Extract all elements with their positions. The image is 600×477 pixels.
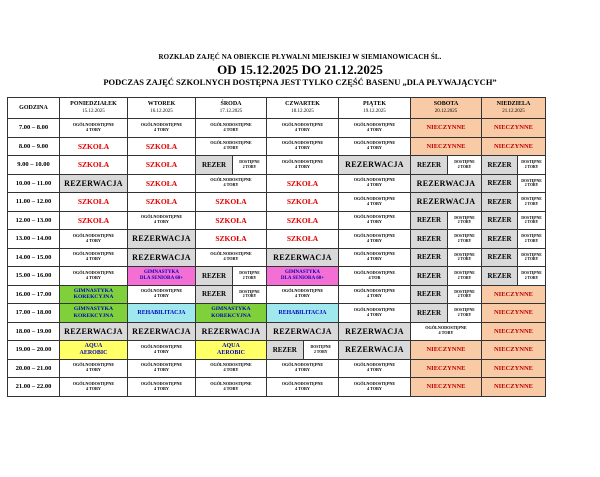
cell-rezer: REZER: [411, 304, 448, 323]
cell-rezer: REZER: [482, 193, 518, 212]
cell-szkola: SZKOŁA: [60, 211, 128, 230]
cell-ogolnodostepne: OGÓLNODOSTĘPNE 4 TORY: [267, 285, 339, 304]
cell-ogolnodostepne: OGÓLNODOSTĘPNE 4 TORY: [339, 304, 411, 323]
cell-nieczynne: NIECZYNNE: [482, 304, 546, 323]
table-row: [8, 267, 546, 286]
cell-nieczynne: NIECZYNNE: [482, 359, 546, 378]
cell-rezerwacja: REZERWACJA: [267, 322, 339, 341]
cell-ogolnodostepne: OGÓLNODOSTĘPNE 4 TORY: [339, 119, 411, 138]
header-day: SOBOTA 20.12.2025: [411, 98, 482, 119]
cell-rezer: REZER: [196, 285, 233, 304]
cell-ogolnodostepne: OGÓLNODOSTĘPNE 4 TORY: [128, 119, 196, 138]
cell-szkola: SZKOŁA: [196, 211, 267, 230]
cell-rezer: REZER: [482, 211, 518, 230]
cell-ogolnodostepne: OGÓLNODOSTĘPNE 4 TORY: [411, 322, 482, 341]
cell-rezer: REZER: [411, 211, 448, 230]
table-row: [8, 156, 546, 175]
header-day: PONIEDZIAŁEK 15.12.2025: [60, 98, 128, 119]
cell-rezerwacja: REZERWACJA: [411, 193, 482, 212]
time-cell: 19.00 – 20.00: [8, 341, 60, 360]
cell-rezerwacja: REZERWACJA: [411, 174, 482, 193]
cell-rezer-dostepne: REZER DOSTĘPNE 2 TORY: [267, 341, 339, 360]
cell-ogolnodostepne: OGÓLNODOSTĘPNE 4 TORY: [196, 137, 267, 156]
time-cell: 8.00 – 9.00: [8, 137, 60, 156]
cell-rezerwacja: REZERWACJA: [339, 341, 411, 360]
header-day: WTOREK 16.12.2025: [128, 98, 196, 119]
cell-dostepne: DOSTĘPNE 2 TORY: [518, 174, 546, 193]
cell-ogolnodostepne: OGÓLNODOSTĘPNE 4 TORY: [60, 248, 128, 267]
time-cell: 16.00 – 17.00: [8, 285, 60, 304]
cell-dostepne: DOSTĘPNE 2 TORY: [518, 267, 546, 286]
time-cell: 14.00 – 15.00: [8, 248, 60, 267]
cell-rezerwacja: REZERWACJA: [339, 156, 411, 175]
cell-dostepne: DOSTĘPNE 2 TORY: [233, 285, 267, 304]
cell-dostepne: DOSTĘPNE 2 TORY: [448, 304, 482, 323]
cell-szkola: SZKOŁA: [267, 211, 339, 230]
cell-dostepne: DOSTĘPNE 2 TORY: [233, 267, 267, 286]
cell-rezer: REZER: [196, 156, 233, 175]
cell-nieczynne: NIECZYNNE: [482, 322, 546, 341]
cell-dostepne: DOSTĘPNE 2 TORY: [233, 156, 267, 175]
cell-nieczynne: NIECZYNNE: [482, 137, 546, 156]
cell-ogolnodostepne: OGÓLNODOSTĘPNE 4 TORY: [196, 359, 267, 378]
cell-gimnastyka-korekcyjna: GIMNASTYKA KOREKCYJNA: [196, 304, 267, 323]
cell-rezerwacja: REZERWACJA: [128, 322, 196, 341]
table-row: [8, 359, 546, 378]
cell-szkola: SZKOŁA: [267, 230, 339, 249]
cell-szkola: SZKOŁA: [196, 230, 267, 249]
cell-nieczynne: NIECZYNNE: [411, 119, 482, 138]
cell-gimnastyka-senior: GIMNASTYKA DLA SENIORA 60+: [128, 267, 196, 286]
time-cell: 13.00 – 14.00: [8, 230, 60, 249]
cell-rezer: REZER: [411, 156, 448, 175]
cell-rehabilitacja: REHABILITACJA: [128, 304, 196, 323]
table-row: [8, 248, 546, 267]
cell-szkola: SZKOŁA: [128, 137, 196, 156]
cell-ogolnodostepne: OGÓLNODOSTĘPNE 4 TORY: [267, 156, 339, 175]
cell-dostepne: DOSTĘPNE 2 TORY: [518, 156, 546, 175]
time-cell: 18.00 – 19.00: [8, 322, 60, 341]
table-row: [8, 119, 546, 138]
schedule-table: [7, 97, 546, 397]
cell-rezer: REZER: [411, 230, 448, 249]
cell-gimnastyka-korekcyjna: GIMNASTYKA KOREKCYJNA: [60, 285, 128, 304]
table-row: [8, 304, 546, 323]
table-row: [8, 378, 546, 397]
cell-ogolnodostepne: OGÓLNODOSTĘPNE 4 TORY: [196, 248, 267, 267]
cell-ogolnodostepne: OGÓLNODOSTĘPNE 4 TORY: [339, 137, 411, 156]
header-day: CZWARTEK 18.12.2025: [267, 98, 339, 119]
header-godzina: GODZINA: [8, 98, 60, 119]
cell-ogolnodostepne: OGÓLNODOSTĘPNE 4 TORY: [339, 378, 411, 397]
cell-nieczynne: NIECZYNNE: [411, 359, 482, 378]
cell-rezerwacja: REZERWACJA: [128, 230, 196, 249]
cell-rezer: REZER: [411, 285, 448, 304]
cell-szkola: SZKOŁA: [196, 193, 267, 212]
cell-rezerwacja: REZERWACJA: [339, 322, 411, 341]
cell-dostepne: DOSTĘPNE 2 TORY: [448, 230, 482, 249]
cell-szkola: SZKOŁA: [267, 193, 339, 212]
cell-ogolnodostepne: OGÓLNODOSTĘPNE 4 TORY: [128, 211, 196, 230]
table-row: [8, 193, 546, 212]
time-cell: 9.00 – 10.00: [8, 156, 60, 175]
header-day: ŚRODA 17.12.2025: [196, 98, 267, 119]
cell-nieczynne: NIECZYNNE: [411, 137, 482, 156]
header-day: PIĄTEK 19.12.2025: [339, 98, 411, 119]
table-row: [8, 137, 546, 156]
cell-ogolnodostepne: OGÓLNODOSTĘPNE 4 TORY: [267, 119, 339, 138]
cell-szkola: SZKOŁA: [60, 137, 128, 156]
time-cell: 11.00 – 12.00: [8, 193, 60, 212]
cell-ogolnodostepne: OGÓLNODOSTĘPNE 4 TOR: [339, 267, 411, 286]
cell-szkola: SZKOŁA: [128, 174, 196, 193]
cell-ogolnodostepne: OGÓLNODOSTĘPNE 4 TORY: [60, 119, 128, 138]
cell-dostepne: DOSTĘPNE 2 TORY: [448, 211, 482, 230]
time-cell: 21.00 – 22.00: [8, 378, 60, 397]
time-cell: 7.00 – 8.00: [8, 119, 60, 138]
cell-szkola: SZKOŁA: [60, 193, 128, 212]
cell-dostepne: DOSTĘPNE 2 TORY: [448, 285, 482, 304]
cell-rezerwacja: REZERWACJA: [196, 322, 267, 341]
table-row: [8, 322, 546, 341]
cell-ogolnodostepne: OGÓLNODOSTĘPNE 4 TORY: [196, 119, 267, 138]
schedule-note: PODCZAS ZAJĘĆ SZKOLNYCH DOSTĘPNA JEST TYLKO CZĘŚĆ BASENU „DLA PŁYWAJĄCYCH”: [103, 77, 497, 87]
cell-ogolnodostepne: OGÓLNODOSTĘPNE 4 TORY: [196, 378, 267, 397]
cell-aqua-aerobic: AQUA AEROBIC: [196, 341, 267, 360]
cell-ogolnodostepne: OGÓLNODOSTĘPNE 4 TORY: [267, 378, 339, 397]
time-cell: 12.00 – 13.00: [8, 211, 60, 230]
schedule-title: ROZKŁAD ZAJĘĆ NA OBIEKCIE PŁYWALNI MIEJSKIEJ W SIEMIANOWICACH ŚL.: [158, 53, 442, 61]
cell-nieczynne: NIECZYNNE: [411, 341, 482, 360]
cell-ogolnodostepne: OGÓLNODOSTĘPNE 4 TORY: [339, 174, 411, 193]
cell-gimnastyka-senior: GIMNASTYKA DLA SENIORA 60+: [267, 267, 339, 286]
cell-ogolnodostepne: OGÓLNODOSTĘPNE 4 TORY: [128, 378, 196, 397]
cell-rezerwacja: REZERWACJA: [60, 174, 128, 193]
table-row: [8, 285, 546, 304]
cell-szkola: SZKOŁA: [60, 156, 128, 175]
cell-rezerwacja: REZERWACJA: [128, 248, 196, 267]
cell-nieczynne: NIECZYNNE: [482, 378, 546, 397]
cell-ogolnodostepne: OGÓLNODOSTĘPNE 4 TORY: [128, 359, 196, 378]
cell-ogolnodostepne: OGÓLNODOSTĘPNE 4 TORY: [339, 285, 411, 304]
table-row: [8, 230, 546, 249]
cell-dostepne: DOSTĘPNE 2 TORY: [448, 267, 482, 286]
time-cell: 15.00 – 16.00: [8, 267, 60, 286]
cell-szkola: SZKOŁA: [267, 174, 339, 193]
table-row: [8, 341, 546, 360]
cell-nieczynne: NIECZYNNE: [482, 119, 546, 138]
cell-ogolnodostepne: OGÓLNODOSTĘPNE 4 TORY: [60, 359, 128, 378]
cell-rezer: REZER: [482, 230, 518, 249]
cell-rezer: REZER: [411, 267, 448, 286]
cell-nieczynne: NIECZYNNE: [482, 341, 546, 360]
schedule-date-range: OD 15.12.2025 DO 21.12.2025: [217, 62, 383, 77]
cell-rezer: REZER: [196, 267, 233, 286]
cell-dostepne: DOSTĘPNE 2 TORY: [448, 156, 482, 175]
cell-dostepne: DOSTĘPNE 2 TORY: [518, 248, 546, 267]
cell-rezerwacja: REZERWACJA: [267, 248, 339, 267]
cell-ogolnodostepne: OGÓLNODOSTĘPNE 4 TORY: [60, 230, 128, 249]
cell-ogolnodostepne: OGÓLNODOSTĘPNE 4 TORY: [267, 137, 339, 156]
time-cell: 17.00 – 18.00: [8, 304, 60, 323]
cell-ogolnodostepne: OGÓLNODOSTĘPNE 4 TORY: [339, 248, 411, 267]
cell-ogolnodostepne: OGÓLNODOSTĘPNE 4 TORY: [128, 341, 196, 360]
cell-ogolnodostepne: OGÓLNODOSTĘPNE 4 TORY: [267, 359, 339, 378]
cell-ogolnodostepne: OGÓLNODOSTĘPNE 4 TORY: [339, 211, 411, 230]
cell-rezer: REZER: [482, 174, 518, 193]
cell-dostepne: DOSTĘPNE 2 TORY: [518, 230, 546, 249]
cell-rezer: REZER: [411, 248, 448, 267]
cell-nieczynne: NIECZYNNE: [482, 285, 546, 304]
cell-ogolnodostepne: OGÓLNODOSTĘPNE 4 TORY: [196, 174, 267, 193]
cell-ogolnodostepne: OGÓLNODOSTĘPNE 4 TORY: [60, 378, 128, 397]
table-row: [8, 211, 546, 230]
time-cell: 20.00 – 21.00: [8, 359, 60, 378]
cell-rezer: REZER: [482, 248, 518, 267]
cell-szkola: SZKOŁA: [128, 193, 196, 212]
cell-ogolnodostepne: OGÓLNODOSTĘPNE 4 TORY: [60, 267, 128, 286]
header-row: [8, 98, 546, 119]
cell-ogolnodostepne: OGÓLNODOSTĘPNE 4 TORY: [128, 285, 196, 304]
header-day: NIEDZIELA 21.12.2025: [482, 98, 546, 119]
cell-ogolnodostepne: OGÓLNODOSTĘPNE 4 TORY: [339, 230, 411, 249]
cell-rezer: REZER: [482, 267, 518, 286]
cell-gimnastyka-korekcyjna: GIMNASTYKA KOREKCYJNA: [60, 304, 128, 323]
cell-nieczynne: NIECZYNNE: [411, 378, 482, 397]
time-cell: 10.00 – 11.00: [8, 174, 60, 193]
cell-rezerwacja: REZERWACJA: [60, 322, 128, 341]
cell-szkola: SZKOŁA: [128, 156, 196, 175]
cell-aqua-aerobic: AQUA AEROBIC: [60, 341, 128, 360]
cell-rehabilitacja: REHABILITACJA: [267, 304, 339, 323]
cell-rezer: REZER: [482, 156, 518, 175]
cell-ogolnodostepne: OGÓLNODOSTĘPNE 4 TORY: [339, 359, 411, 378]
cell-dostepne: DOSTĘPNE 2 TORY: [518, 193, 546, 212]
cell-dostepne: DOSTĘPNE 2 TORY: [448, 248, 482, 267]
cell-dostepne: DOSTĘPNE 2 TORY: [518, 211, 546, 230]
cell-ogolnodostepne: OGÓLNODOSTĘPNE 4 TORY: [339, 193, 411, 212]
table-row: [8, 174, 546, 193]
